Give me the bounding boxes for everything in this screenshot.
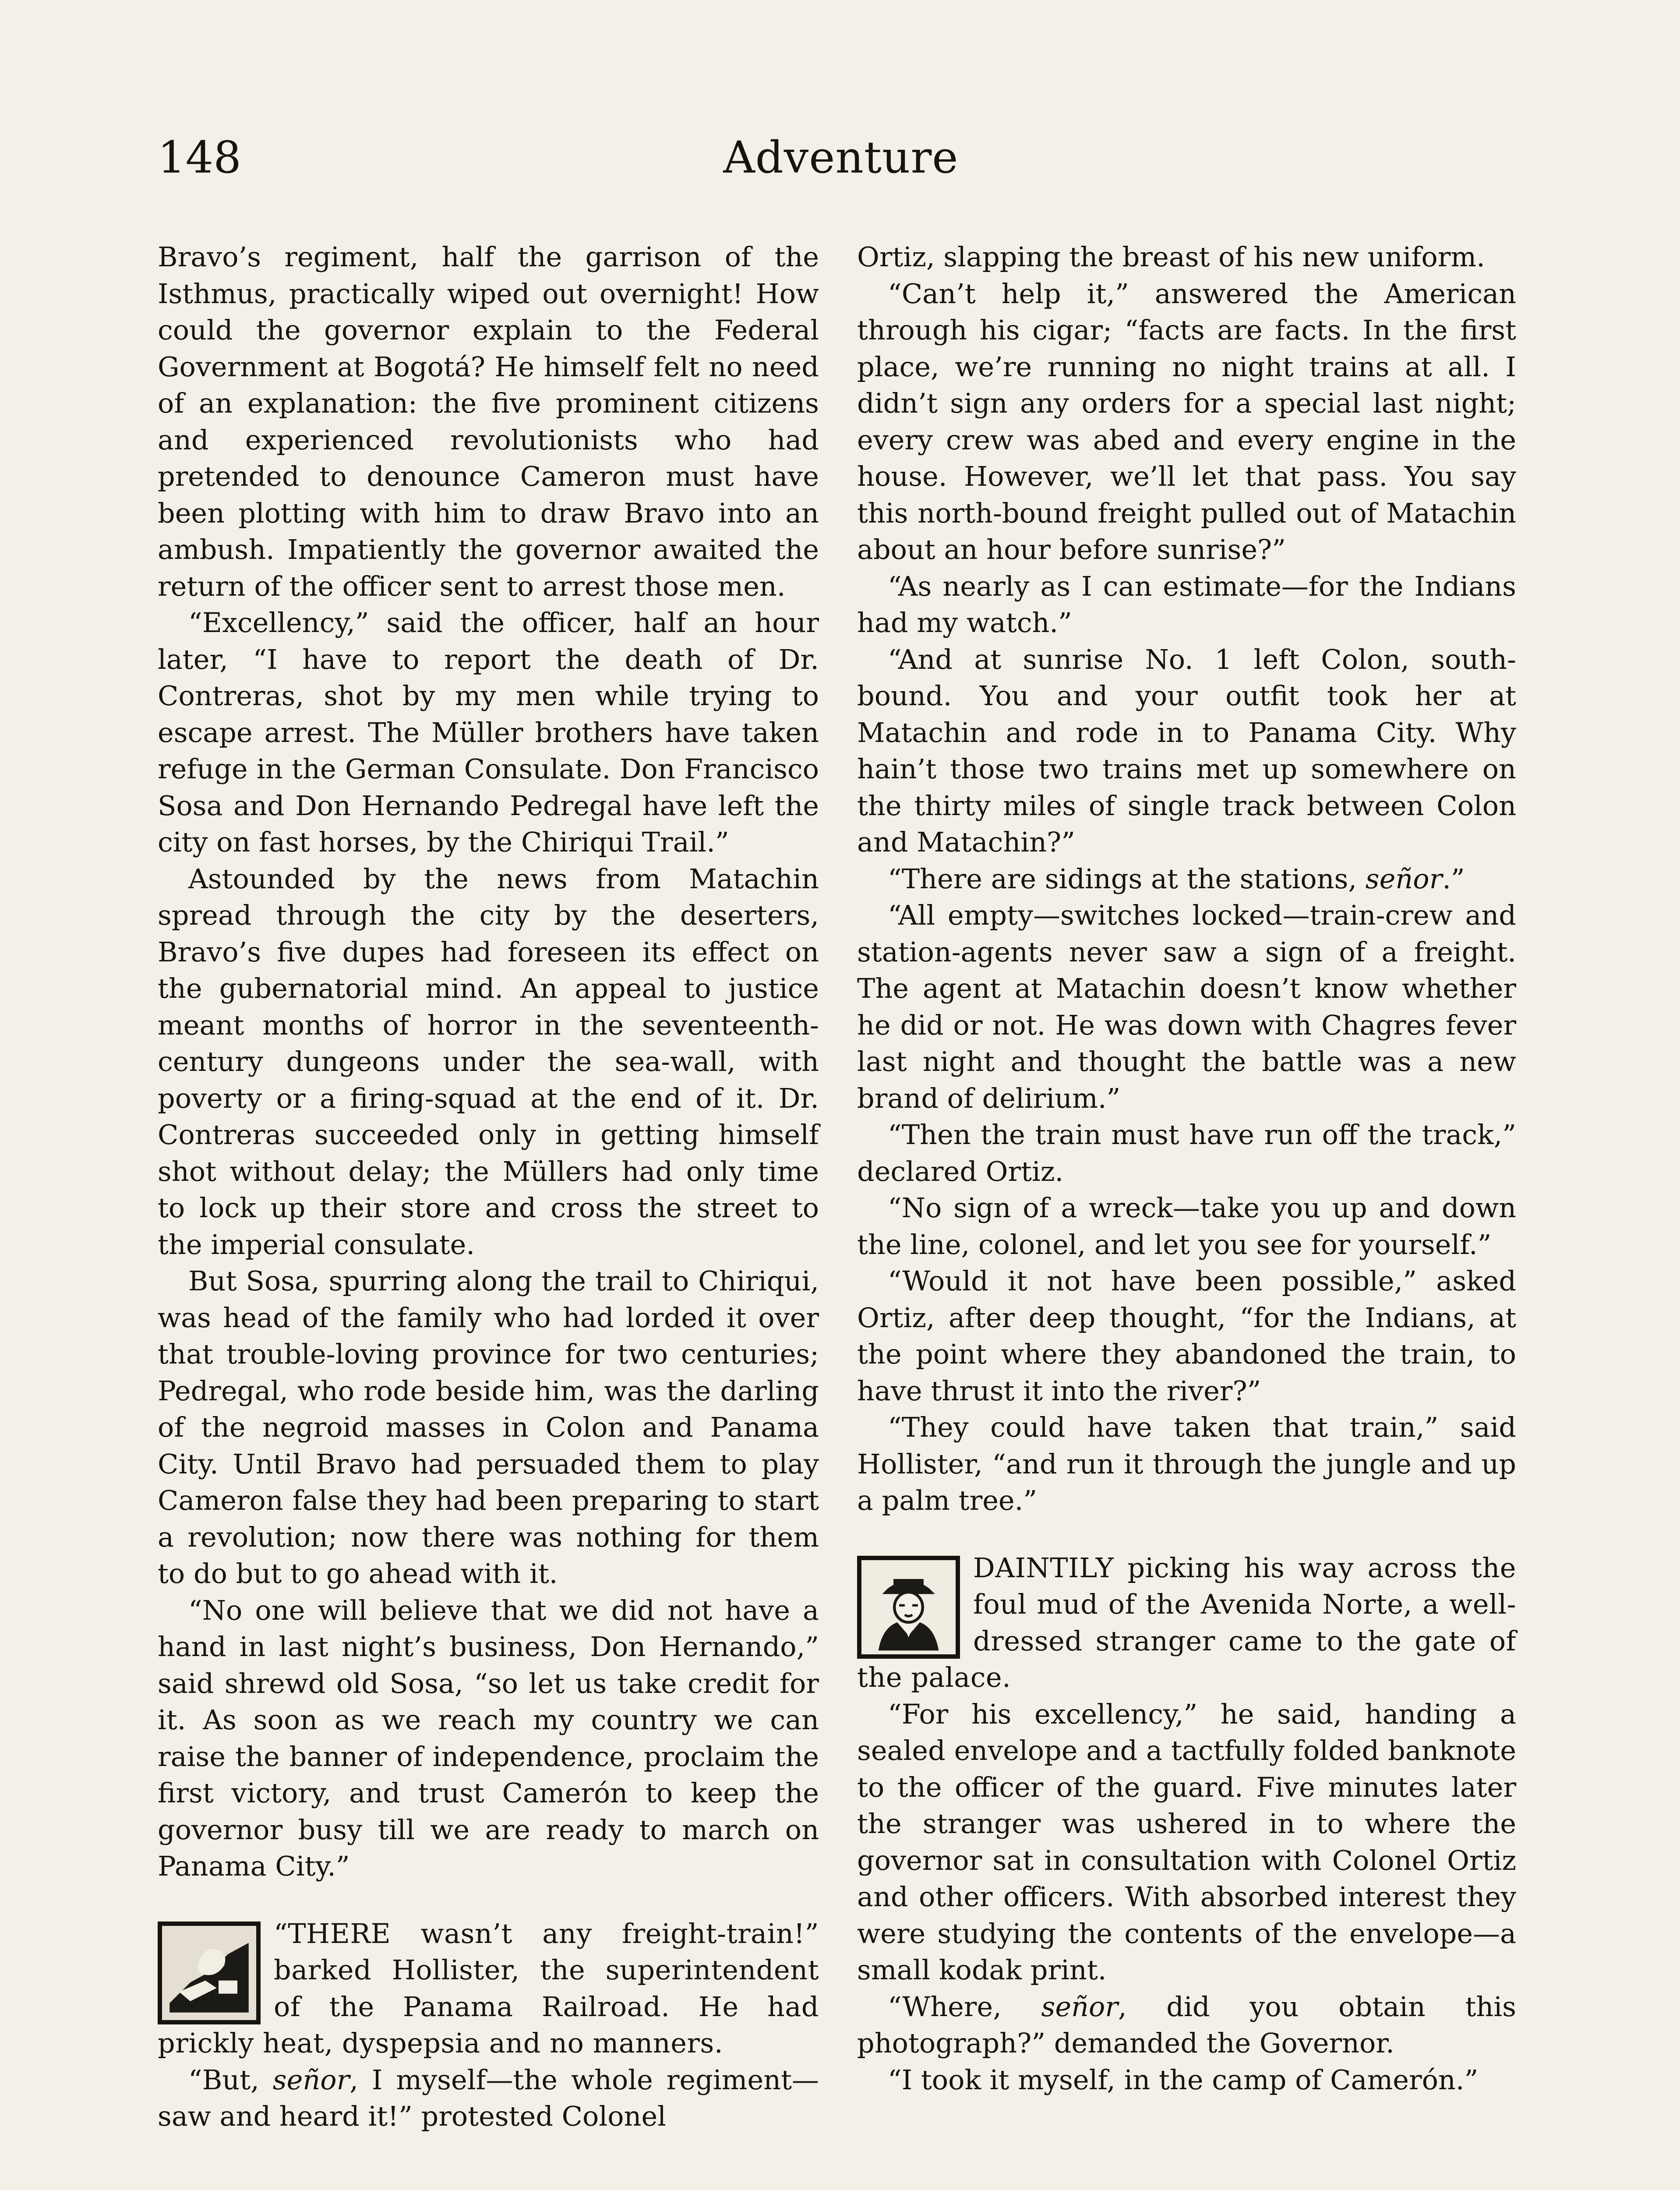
paragraph [158, 2062, 819, 2135]
section-opening [158, 1915, 819, 2062]
paragraph: Ortiz, slapping the breast of his new uniform. [857, 241, 1485, 273]
train-vignette-icon [158, 1922, 261, 2024]
paragraph: “No one will believe that we did not have a hand in last night’s business, Don Hernando,” said shrewd old Sosa, “so let us take credit for it. As soon as we reach my country we can raise the banner of independence, proclaim the first victory, and trust Camerón to keep the governor busy till we are ready to march on Panama City.” [158, 1594, 819, 1882]
text-run: .” [1442, 862, 1465, 895]
emphasis-text: señor [1365, 862, 1443, 895]
emphasis-text: señor [1041, 1990, 1118, 2023]
paragraph: “Excellency,” said the officer, half an hour later, “I have to report the death of Dr. Contreras, shot by my men while trying to escape arrest. The Müller brothers have taken refuge in the German Consulate. Don Francisco Sosa and Don Hernando Pedregal have left the city on fast horses, by the Chiriqui Trail.” [158, 607, 819, 858]
section-break [158, 1885, 819, 1915]
paragraph: “For his excellency,” he said, handing a sealed envelope and a tactfully folded banknote to the officer of the guard. Five minutes later the stranger was ushered in to where the governor sat in consultation with Colonel Ortiz and other officers. With absorbed interest they were studying the contents of the envelope—a small kodak print. [857, 1698, 1516, 1986]
paragraph: “And at sunrise No. 1 left Colon, south-bound. You and your outfit took her at Matachin and rode in to Panama City. Why hain’t those two trains met up somewhere on the thirty miles of single track between Colon and Matachin?” [857, 643, 1516, 858]
paragraph: “THERE wasn’t any freight-train!” barked Hollister, the superintendent of the Panama Railroad. He had prickly heat, dyspepsia and no manners. [158, 1917, 819, 2059]
paragraph: DAINTILY picking his way across the foul mud of the Avenida Norte, a well-dressed stranger came to the gate of the palace. [857, 1551, 1516, 1693]
paragraph: Bravo’s regiment, half the garrison of the Isthmus, practically wiped out overnight! How could the governor explain to the Federal Government at Bogotá? He himself felt no need of an explanation: the five prominent citizens and experienced revolutionists who had pretended to denounce Cameron must have been plotting with him to draw Bravo into an ambush. Impatiently the governor awaited the return of the officer sent to arrest those men. [158, 241, 819, 602]
gentleman-portrait-icon [857, 1556, 960, 1659]
paragraph: “They could have taken that train,” said Hollister, “and run it through the jungle and up a palm tree.” [857, 1411, 1516, 1516]
section-break [857, 1519, 1516, 1550]
paragraph: “No sign of a wreck—take you up and down the line, colonel, and let you see for yourself.” [857, 1192, 1516, 1261]
paragraph: “All empty—switches locked—train-crew and station-agents never saw a sign of a freight. The agent at Matachin doesn’t know whether he did or not. He was down with Chagres fever last night and thought the battle was a new brand of delirium.” [857, 899, 1516, 1114]
paragraph [857, 1989, 1516, 2062]
section-opening [857, 1550, 1516, 1696]
paragraph: “Can’t help it,” answered the American through his cigar; “facts are facts. In the first place, we’re running no night trains at all. I didn’t sign any orders for a special last night; every crew was abed and every engine in the house. However, we’ll let that pass. You say this north-bound freight pulled out of Matachin about an hour before sunrise?” [857, 277, 1516, 565]
right-column [857, 239, 1516, 2098]
emphasis-text: señor [272, 2063, 350, 2096]
paragraph: “As nearly as I can estimate—for the Indians had my watch.” [857, 570, 1516, 639]
running-title: Adventure [723, 132, 959, 183]
page-number: 148 [158, 132, 241, 183]
text-run: , did you obtain this photograph?” demanded the Governor. [857, 1990, 1516, 2059]
text-run: , I myself—the whole regiment—saw and heard it!” protested Colonel [158, 2063, 819, 2132]
text-run: “There are sidings at the stations, [888, 862, 1366, 895]
text-run: “Where, [888, 1990, 1041, 2023]
paragraph [857, 861, 1516, 897]
paragraph: “I took it myself, in the camp of Camerón.” [888, 2063, 1479, 2096]
paragraph: Astounded by the news from Matachin spread through the city by the deserters, Bravo’s five dupes had foreseen its effect on the gubernatorial mind. An appeal to justice meant months of horror in the seventeenth-century dungeons under the sea-wall, with poverty or a firing-squad at the end of it. Dr. Contreras succeeded only in getting himself shot without delay; the Müllers had only time to lock up their store and cross the street to the imperial consulate. [158, 862, 819, 1261]
paragraph: “Then the train must have run off the track,” declared Ortiz. [857, 1119, 1516, 1187]
page-header [158, 132, 1524, 201]
paragraph: But Sosa, spurring along the trail to Chiriqui, was head of the family who had lorded it over that trouble-loving province for two centuries; Pedregal, who rode beside him, was the darling of the negroid masses in Colon and Panama City. Until Bravo had persuaded them to play Cameron false they had been preparing to start a revolution; now there was nothing for them to do but to go ahead with it. [158, 1265, 819, 1590]
left-column [158, 239, 819, 2135]
text-run: “But, [188, 2063, 273, 2096]
paragraph: “Would it not have been possible,” asked Ortiz, after deep thought, “for the Indians, at the point where they abandoned the train, to have thrust it into the river?” [857, 1265, 1516, 1407]
